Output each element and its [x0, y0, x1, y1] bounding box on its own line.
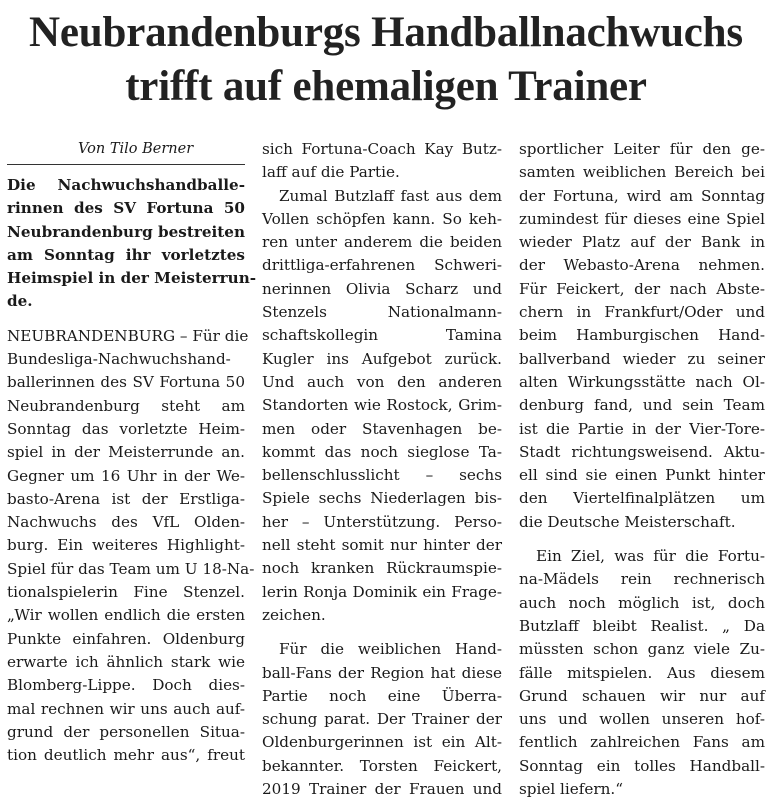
text-line: 2019 Trainer der Frauen und — [262, 780, 502, 799]
text-line: Standorten wie Rostock, Grim- — [262, 396, 502, 415]
text-line: lerin Ronja Dominik ein Frage- — [262, 582, 502, 601]
text-line: drittliga-erfahrenen Schweri- — [262, 256, 502, 275]
text-line: zeichen. — [262, 605, 326, 624]
text-line: spiel liefern.“ — [519, 780, 623, 799]
text-line: Oldenburgerinnen ist ein Alt- — [262, 733, 502, 752]
text-line: Spiel für das Team um U 18-Na- — [7, 559, 255, 578]
article-headline — [0, 6, 772, 114]
text-line: ist die Partie in der Vier-Tore- — [519, 419, 765, 438]
body-paragraph — [262, 138, 502, 185]
body-paragraph — [262, 638, 502, 801]
text-line: Die Nachwuchshandballe- — [7, 176, 245, 194]
headline-line-1: Neubrandenburgs Handballnachwuchs — [29, 9, 743, 56]
text-line: burg. Ein weiteres Highlight- — [7, 536, 245, 555]
text-line: Für die weiblichen Hand- — [279, 640, 502, 659]
column-3 — [519, 138, 765, 801]
text-line: ren unter anderem die beiden — [262, 233, 502, 252]
text-line: Und auch von den anderen — [262, 372, 502, 391]
text-line: Vollen schöpfen kann. So keh- — [262, 209, 502, 228]
text-line: zumindest für dieses eine Spiel — [519, 209, 765, 228]
text-line: wieder Platz auf der Bank in — [519, 233, 765, 252]
text-line: NEUBRANDENBURG – Für die — [7, 326, 249, 345]
text-line: schaftskollegin Tamina — [262, 326, 502, 345]
text-line: Stenzels Nationalmann- — [262, 303, 502, 322]
text-line: tion deutlich mehr aus“, freut — [7, 746, 245, 765]
text-line: der Fortuna, wird am Sonntag — [519, 186, 765, 205]
text-line: Kugler ins Aufgebot zurück. — [262, 349, 502, 368]
text-line: Heimspiel in der Meisterrun- — [7, 269, 257, 288]
text-line: tionalspielerin Fine Stenzel. — [7, 583, 245, 602]
text-line: beim Hamburgischen Hand- — [519, 326, 765, 345]
text-line: Ein Ziel, was für die Fortu- — [536, 547, 765, 566]
text-line: chern in Frankfurt/Oder und — [519, 303, 765, 322]
text-line: sportlicher Leiter für den ge- — [519, 140, 765, 158]
text-line: nell steht somit nur hinter der — [262, 536, 502, 555]
body-paragraph — [7, 325, 255, 768]
text-line: Grund schauen wir nur auf — [519, 686, 765, 705]
text-line: die Deutsche Meisterschaft. — [519, 512, 736, 531]
text-line: spiel in der Meisterrunde an. — [7, 443, 245, 462]
text-line: uns und wollen unseren hof- — [519, 710, 765, 729]
text-line: alten Wirkungsstätte nach Ol- — [519, 372, 765, 391]
text-line: Sonntag das vorletzte Heim- — [7, 419, 245, 438]
text-line: ballverband wieder zu seiner — [519, 349, 765, 368]
text-line: Für Feickert, der nach Abste- — [519, 279, 765, 298]
text-line: noch kranken Rückraumspie- — [262, 559, 502, 578]
text-line: Zumal Butzlaff fast aus dem — [279, 186, 502, 205]
text-line: denburg fand, und sein Team — [519, 396, 765, 415]
text-line: ball-Fans der Region hat diese — [262, 663, 502, 682]
text-line: Sonntag ein tolles Handball- — [519, 756, 765, 775]
text-line: Nachwuchs des VfL Olden- — [7, 513, 245, 532]
text-line: Gegner um 16 Uhr in der We- — [7, 466, 245, 485]
text-line: der Webasto-Arena nehmen. — [519, 256, 765, 275]
text-line: ell sind sie einen Punkt hinter — [519, 466, 765, 485]
byline-divider — [7, 164, 245, 165]
lead-paragraph — [7, 174, 257, 314]
text-line: auch noch möglich ist, doch — [519, 593, 765, 612]
text-line: am Sonntag ihr vorletztes — [7, 245, 245, 264]
text-line: samten weiblichen Bereich bei — [519, 163, 765, 182]
text-line: grund der personellen Situa- — [7, 722, 245, 741]
body-paragraph — [262, 185, 502, 628]
headline-line-2: trifft auf ehemaligen Trainer — [125, 63, 647, 110]
text-line: basto-Arena ist der Erstliga- — [7, 489, 245, 508]
text-line: müssten schon ganz viele Zu- — [519, 640, 765, 659]
text-line: sich Fortuna-Coach Kay Butz- — [262, 140, 502, 158]
text-line: kommt das noch sieglose Ta- — [262, 442, 502, 461]
text-line: ballerinnen des SV Fortuna 50 — [7, 373, 245, 392]
text-line: Neubrandenburg bestreiten — [7, 222, 245, 241]
text-line: nerinnen Olivia Scharz und — [262, 279, 502, 298]
text-line: mal rechnen wir uns auch auf- — [7, 699, 245, 718]
text-line: na-Mädels rein rechnerisch — [519, 570, 765, 589]
column-2 — [262, 138, 502, 801]
text-line: „Wir wollen endlich die ersten — [7, 606, 245, 625]
text-line: schung parat. Der Trainer der — [262, 710, 502, 729]
body-paragraph — [519, 545, 765, 801]
text-line: Stadt richtungsweisend. Aktu- — [519, 442, 765, 461]
text-line: fälle mitspielen. Aus diesem — [519, 663, 765, 682]
body-paragraph — [519, 138, 765, 534]
text-line: Partie noch eine Überra- — [262, 686, 502, 705]
text-line: laff auf die Partie. — [262, 163, 400, 182]
text-line: men oder Stavenhagen be- — [262, 419, 502, 438]
text-line: Blomberg-Lippe. Doch dies- — [7, 676, 245, 695]
text-line: Bundesliga-Nachwuchshand- — [7, 350, 231, 369]
text-line: Neubrandenburg steht am — [7, 396, 245, 415]
byline: Von Tilo Berner — [78, 141, 194, 157]
text-line: Punkte einfahren. Oldenburg — [7, 629, 245, 648]
column-1 — [7, 138, 257, 767]
text-line: Butzlaff bleibt Realist. „ Da — [519, 616, 765, 635]
text-line: bellenschlusslicht – sechs — [262, 466, 502, 485]
text-line: den Viertelfinalplätzen um — [519, 489, 765, 508]
text-line: rinnen des SV Fortuna 50 — [7, 199, 245, 218]
text-line: bekannter. Torsten Feickert, — [262, 756, 502, 775]
text-line: de. — [7, 292, 33, 311]
text-line: fentlich zahlreichen Fans am — [519, 733, 765, 752]
text-line: her – Unterstützung. Perso- — [262, 512, 502, 531]
text-line: Spiele sechs Niederlagen bis- — [262, 489, 502, 508]
text-line: erwarte ich ähnlich stark wie — [7, 652, 245, 671]
